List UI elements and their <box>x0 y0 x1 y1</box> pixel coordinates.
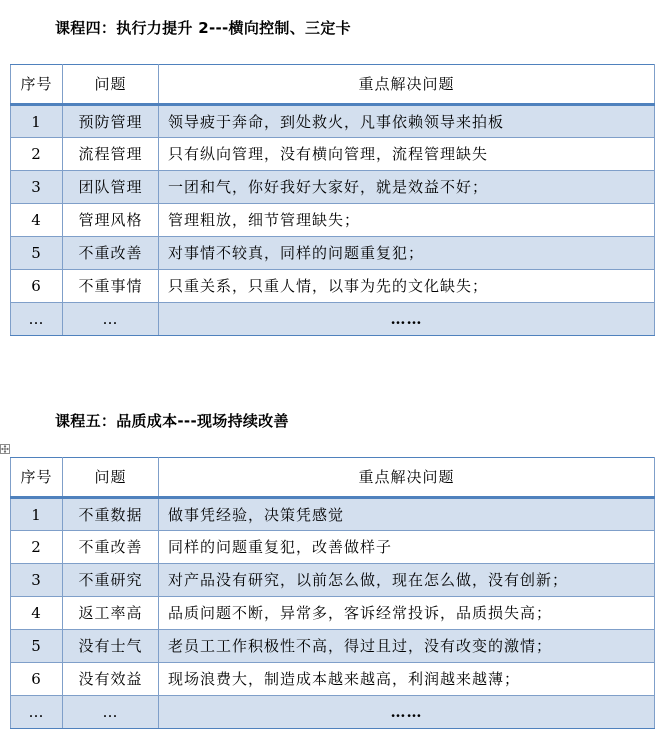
table-row <box>11 138 655 171</box>
table-course-4 <box>10 64 655 336</box>
table-row <box>11 531 655 564</box>
table-row <box>11 237 655 270</box>
table-row-ellipsis <box>11 696 655 729</box>
header-cell-key-problem: 重点解决问题 <box>159 65 655 105</box>
cell-key-problem: 领导疲于奔命，到处救火，凡事依赖领导来拍板 <box>159 105 655 138</box>
cell-issue: 不重改善 <box>63 531 159 564</box>
table-row <box>11 630 655 663</box>
table-row-ellipsis <box>11 303 655 336</box>
cell-key-problem: 只重关系，只重人情，以事为先的文化缺失； <box>159 270 655 303</box>
cell-key-problem: 管理粗放，细节管理缺失； <box>159 204 655 237</box>
cell-index: 1 <box>11 105 63 138</box>
header-cell-index: 序号 <box>11 458 63 498</box>
table-header-row <box>11 65 655 105</box>
cell-index: 6 <box>11 270 63 303</box>
cell-index: … <box>11 696 63 729</box>
cell-index: 1 <box>11 498 63 531</box>
cell-key-problem: …… <box>159 303 655 336</box>
header-cell-index: 序号 <box>11 65 63 105</box>
cell-index: 3 <box>11 171 63 204</box>
cell-issue: 不重研究 <box>63 564 159 597</box>
cell-issue: 没有士气 <box>63 630 159 663</box>
table-header-row <box>11 458 655 498</box>
cell-issue: 返工率高 <box>63 597 159 630</box>
cell-key-problem: 做事凭经验，决策凭感觉 <box>159 498 655 531</box>
header-cell-issue: 问题 <box>63 458 159 498</box>
cell-key-problem: 现场浪费大，制造成本越来越高，利润越来越薄； <box>159 663 655 696</box>
cell-index: 4 <box>11 597 63 630</box>
cell-issue: 预防管理 <box>63 105 159 138</box>
cell-index: 6 <box>11 663 63 696</box>
table-row <box>11 597 655 630</box>
cell-index: 2 <box>11 531 63 564</box>
cell-key-problem: 品质问题不断，异常多，客诉经常投诉，品质损失高； <box>159 597 655 630</box>
cell-index: 5 <box>11 237 63 270</box>
table-row <box>11 105 655 138</box>
table-row <box>11 270 655 303</box>
cell-issue: 不重改善 <box>63 237 159 270</box>
cell-issue: 没有效益 <box>63 663 159 696</box>
cell-issue: 流程管理 <box>63 138 159 171</box>
cell-key-problem: 对事情不较真，同样的问题重复犯； <box>159 237 655 270</box>
cell-issue: 不重数据 <box>63 498 159 531</box>
cell-key-problem: 只有纵向管理，没有横向管理，流程管理缺失 <box>159 138 655 171</box>
cell-index: 4 <box>11 204 63 237</box>
header-cell-issue: 问题 <box>63 65 159 105</box>
cell-issue: … <box>63 696 159 729</box>
cell-key-problem: 老员工工作积极性不高，得过且过，没有改变的激情； <box>159 630 655 663</box>
cell-key-problem: 同样的问题重复犯，改善做样子 <box>159 531 655 564</box>
table-move-handle-icon[interactable] <box>0 444 10 454</box>
cell-issue: 不重事情 <box>63 270 159 303</box>
cell-key-problem: 一团和气，你好我好大家好，就是效益不好； <box>159 171 655 204</box>
cell-index: 5 <box>11 630 63 663</box>
cell-key-problem: …… <box>159 696 655 729</box>
cell-index: … <box>11 303 63 336</box>
section-title-course-5: 课程五：品质成本---现场持续改善 <box>55 412 289 430</box>
section-title-course-4: 课程四：执行力提升 2---横向控制、三定卡 <box>55 19 351 37</box>
cell-key-problem: 对产品没有研究，以前怎么做，现在怎么做，没有创新； <box>159 564 655 597</box>
cell-issue: … <box>63 303 159 336</box>
table-row <box>11 564 655 597</box>
table-row <box>11 498 655 531</box>
table-row <box>11 171 655 204</box>
cell-index: 2 <box>11 138 63 171</box>
table-course-5 <box>10 457 655 729</box>
cell-index: 3 <box>11 564 63 597</box>
cell-issue: 团队管理 <box>63 171 159 204</box>
header-cell-key-problem: 重点解决问题 <box>159 458 655 498</box>
table-row <box>11 663 655 696</box>
cell-issue: 管理风格 <box>63 204 159 237</box>
table-row <box>11 204 655 237</box>
